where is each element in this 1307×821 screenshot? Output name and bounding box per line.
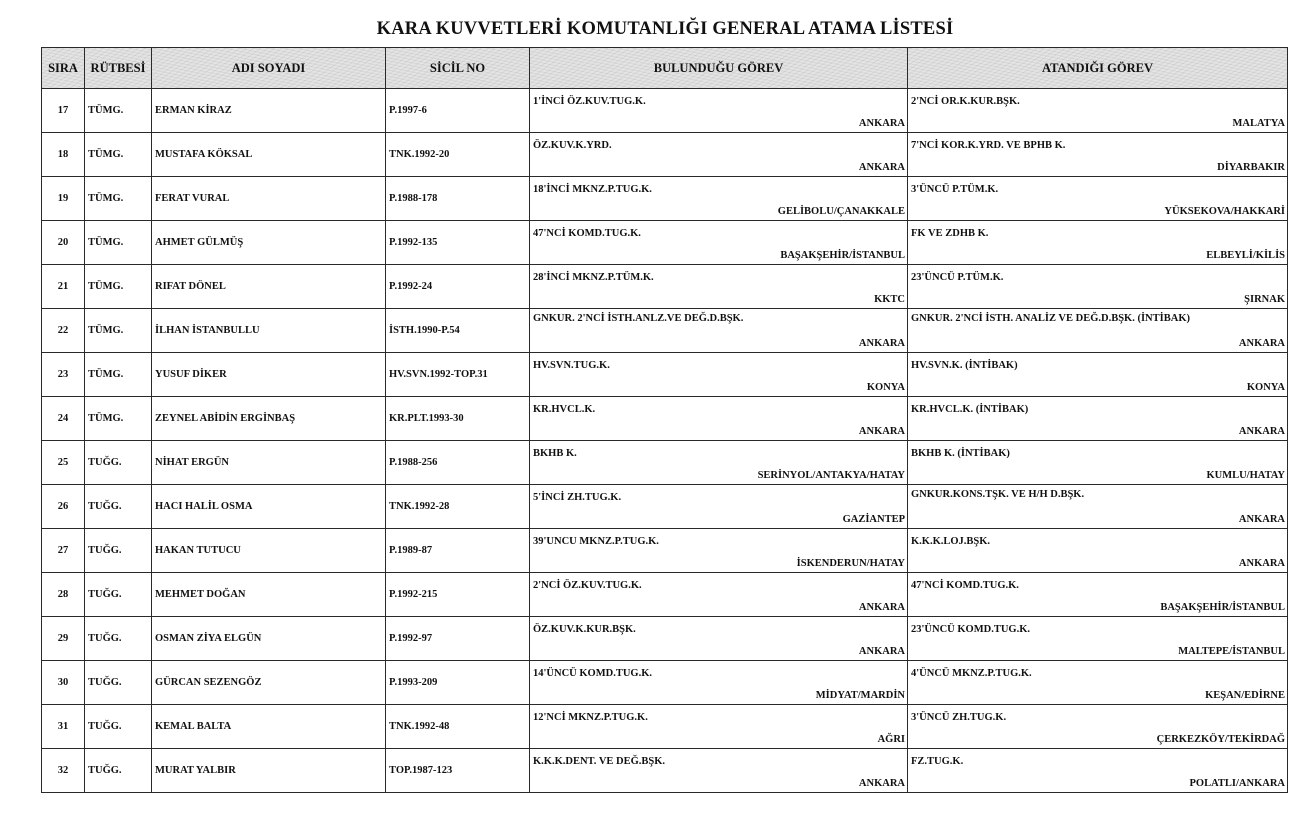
cell-ad-soyad: AHMET GÜLMÜŞ [152,221,386,265]
atandigi-unit: 3'ÜNCÜ P.TÜM.K. [911,184,999,195]
table-row [42,89,1288,133]
cell-sira: 30 [42,661,85,705]
cell-ad-soyad: HAKAN TUTUCU [152,529,386,573]
cell-sicil-no: TNK.1992-20 [386,133,530,177]
bulundugu-location: ANKARA [858,338,905,349]
atandigi-unit: BKHB K. (İNTİBAK) [911,448,1010,459]
atandigi-location: MALTEPE/İSTANBUL [1178,646,1285,657]
cell-sira: 19 [42,177,85,221]
atandigi-unit: K.K.K.LOJ.BŞK. [911,536,991,547]
cell-bulundugu-gorev [530,397,908,441]
bulundugu-location: GAZİANTEP [842,514,905,525]
cell-atandigi-gorev [908,221,1288,265]
cell-sicil-no: TOP.1987-123 [386,749,530,793]
cell-atandigi-gorev [908,573,1288,617]
bulundugu-unit: GNKUR. 2'NCİ İSTH.ANLZ.VE DEĞ.D.BŞK. [533,313,744,324]
cell-atandigi-gorev [908,749,1288,793]
cell-sicil-no: TNK.1992-48 [386,705,530,749]
atandigi-unit: GNKUR.KONS.TŞK. VE H/H D.BŞK. [911,489,1085,500]
cell-ad-soyad: HACI HALİL OSMA [152,485,386,529]
bulundugu-location: ANKARA [858,162,905,173]
cell-bulundugu-gorev [530,265,908,309]
table-row [42,309,1288,353]
atandigi-location: YÜKSEKOVA/HAKKARİ [1164,206,1285,217]
bulundugu-unit: HV.SVN.TUG.K. [533,360,610,371]
cell-rutbe: TUĞG. [85,749,152,793]
cell-atandigi-gorev [908,661,1288,705]
bulundugu-location: AĞRI [877,734,905,745]
cell-ad-soyad: KEMAL BALTA [152,705,386,749]
table-row [42,353,1288,397]
cell-atandigi-gorev [908,133,1288,177]
table-header [42,48,1288,89]
cell-sicil-no: P.1988-178 [386,177,530,221]
bulundugu-location: MİDYAT/MARDİN [815,690,905,701]
atandigi-location: ANKARA [1238,558,1285,569]
cell-atandigi-gorev [908,485,1288,529]
table-row [42,177,1288,221]
cell-atandigi-gorev [908,177,1288,221]
bulundugu-unit: 47'NCİ KOMD.TUG.K. [533,228,641,239]
cell-sicil-no: P.1993-209 [386,661,530,705]
cell-atandigi-gorev [908,265,1288,309]
header-rutbe: RÜTBESİ [85,48,152,89]
atandigi-unit: FZ.TUG.K. [911,756,964,767]
bulundugu-location: KKTC [874,294,905,305]
cell-bulundugu-gorev [530,221,908,265]
cell-bulundugu-gorev [530,353,908,397]
atandigi-location: ÇERKEZKÖY/TEKİRDAĞ [1156,734,1285,745]
cell-rutbe: TUĞG. [85,705,152,749]
cell-bulundugu-gorev [530,485,908,529]
cell-bulundugu-gorev [530,705,908,749]
atandigi-location: DİYARBAKIR [1217,162,1285,173]
cell-sira: 29 [42,617,85,661]
cell-sira: 26 [42,485,85,529]
atandigi-unit: 7'NCİ KOR.K.YRD. VE BPHB K. [911,140,1066,151]
table-row [42,265,1288,309]
cell-atandigi-gorev [908,529,1288,573]
table-row [42,221,1288,265]
cell-atandigi-gorev [908,441,1288,485]
cell-bulundugu-gorev [530,573,908,617]
cell-bulundugu-gorev [530,441,908,485]
atandigi-location: ELBEYLİ/KİLİS [1206,250,1285,261]
cell-ad-soyad: ERMAN KİRAZ [152,89,386,133]
cell-ad-soyad: MUSTAFA KÖKSAL [152,133,386,177]
cell-bulundugu-gorev [530,89,908,133]
cell-atandigi-gorev [908,309,1288,353]
table-row [42,573,1288,617]
atandigi-location: KUMLU/HATAY [1206,470,1285,481]
bulundugu-unit: 1'İNCİ ÖZ.KUV.TUG.K. [533,96,646,107]
cell-sicil-no: P.1989-87 [386,529,530,573]
cell-rutbe: TÜMG. [85,265,152,309]
cell-rutbe: TÜMG. [85,309,152,353]
cell-ad-soyad: İLHAN İSTANBULLU [152,309,386,353]
cell-sicil-no: KR.PLT.1993-30 [386,397,530,441]
cell-sicil-no: P.1997-6 [386,89,530,133]
cell-sira: 31 [42,705,85,749]
cell-sira: 17 [42,89,85,133]
atandigi-location: MALATYA [1232,118,1285,129]
cell-sira: 20 [42,221,85,265]
cell-atandigi-gorev [908,617,1288,661]
header-bulundugu-gorev: BULUNDUĞU GÖREV [530,48,908,89]
cell-sira: 21 [42,265,85,309]
cell-sira: 23 [42,353,85,397]
bulundugu-unit: KR.HVCL.K. [533,404,596,415]
bulundugu-unit: ÖZ.KUV.K.YRD. [533,140,612,151]
cell-rutbe: TÜMG. [85,221,152,265]
cell-sira: 25 [42,441,85,485]
bulundugu-location: ANKARA [858,426,905,437]
atandigi-location: KONYA [1246,382,1285,393]
cell-sira: 28 [42,573,85,617]
bulundugu-unit: 39'UNCU MKNZ.P.TUG.K. [533,536,659,547]
cell-sicil-no: P.1992-24 [386,265,530,309]
bulundugu-unit: 2'NCİ ÖZ.KUV.TUG.K. [533,580,642,591]
cell-rutbe: TÜMG. [85,89,152,133]
bulundugu-unit: BKHB K. [533,448,577,459]
cell-bulundugu-gorev [530,309,908,353]
bulundugu-location: SERİNYOL/ANTAKYA/HATAY [757,470,905,481]
bulundugu-location: İSKENDERUN/HATAY [796,558,905,569]
table-row [42,705,1288,749]
atandigi-location: ANKARA [1238,426,1285,437]
cell-rutbe: TUĞG. [85,529,152,573]
cell-rutbe: TÜMG. [85,397,152,441]
atandigi-unit: 2'NCİ OR.K.KUR.BŞK. [911,96,1020,107]
cell-bulundugu-gorev [530,749,908,793]
bulundugu-unit: 12'NCİ MKNZ.P.TUG.K. [533,712,648,723]
atandigi-location: ŞIRNAK [1244,294,1285,305]
bulundugu-location: ANKARA [858,646,905,657]
bulundugu-location: ANKARA [858,602,905,613]
header-atandigi-gorev: ATANDIĞI GÖREV [908,48,1288,89]
table-row [42,133,1288,177]
cell-ad-soyad: MURAT YALBIR [152,749,386,793]
bulundugu-unit: 5'İNCİ ZH.TUG.K. [533,492,622,503]
bulundugu-unit: 18'İNCİ MKNZ.P.TUG.K. [533,184,652,195]
cell-ad-soyad: ZEYNEL ABİDİN ERGİNBAŞ [152,397,386,441]
header-sicil-no: SİCİL NO [386,48,530,89]
bulundugu-unit: K.K.K.DENT. VE DEĞ.BŞK. [533,756,666,767]
cell-sicil-no: P.1992-215 [386,573,530,617]
atandigi-unit: GNKUR. 2'NCİ İSTH. ANALİZ VE DEĞ.D.BŞK. (İNTİBAK) [911,313,1190,324]
atandigi-location: POLATLI/ANKARA [1189,778,1285,789]
cell-rutbe: TUĞG. [85,573,152,617]
table-body [42,89,1288,793]
cell-atandigi-gorev [908,89,1288,133]
atandigi-location: ANKARA [1238,338,1285,349]
cell-rutbe: TÜMG. [85,133,152,177]
cell-bulundugu-gorev [530,177,908,221]
bulundugu-unit: 14'ÜNCÜ KOMD.TUG.K. [533,668,652,679]
atandigi-unit: 4'ÜNCÜ MKNZ.P.TUG.K. [911,668,1032,679]
cell-sicil-no: P.1988-256 [386,441,530,485]
header-sira: SIRA [42,48,85,89]
cell-ad-soyad: NİHAT ERGÜN [152,441,386,485]
table-row [42,529,1288,573]
atandigi-unit: 3'ÜNCÜ ZH.TUG.K. [911,712,1007,723]
atandigi-unit: 23'ÜNCÜ P.TÜM.K. [911,272,1004,283]
atandigi-unit: FK VE ZDHB K. [911,228,989,239]
table-row [42,617,1288,661]
atandigi-location: KEŞAN/EDİRNE [1205,690,1285,701]
cell-rutbe: TUĞG. [85,441,152,485]
cell-ad-soyad: RIFAT DÖNEL [152,265,386,309]
table-row [42,441,1288,485]
atandigi-unit: KR.HVCL.K. (İNTİBAK) [911,404,1029,415]
cell-sicil-no: İSTH.1990-P.54 [386,309,530,353]
cell-sicil-no: P.1992-97 [386,617,530,661]
cell-atandigi-gorev [908,705,1288,749]
atandigi-unit: 47'NCİ KOMD.TUG.K. [911,580,1019,591]
cell-rutbe: TUĞG. [85,485,152,529]
cell-bulundugu-gorev [530,661,908,705]
assignment-table [41,47,1288,793]
cell-sicil-no: P.1992-135 [386,221,530,265]
cell-sira: 22 [42,309,85,353]
table-row [42,397,1288,441]
table-row [42,749,1288,793]
bulundugu-location: ANKARA [858,118,905,129]
atandigi-location: BAŞAKŞEHİR/İSTANBUL [1160,602,1285,613]
bulundugu-unit: 28'İNCİ MKNZ.P.TÜM.K. [533,272,654,283]
cell-sira: 27 [42,529,85,573]
cell-rutbe: TUĞG. [85,661,152,705]
bulundugu-location: ANKARA [858,778,905,789]
cell-ad-soyad: GÜRCAN SEZENGÖZ [152,661,386,705]
bulundugu-location: BAŞAKŞEHİR/İSTANBUL [780,250,905,261]
cell-sira: 18 [42,133,85,177]
atandigi-unit: 23'ÜNCÜ KOMD.TUG.K. [911,624,1030,635]
cell-ad-soyad: OSMAN ZİYA ELGÜN [152,617,386,661]
cell-ad-soyad: FERAT VURAL [152,177,386,221]
cell-sira: 32 [42,749,85,793]
cell-atandigi-gorev [908,397,1288,441]
cell-bulundugu-gorev [530,617,908,661]
table-row [42,485,1288,529]
cell-rutbe: TUĞG. [85,617,152,661]
cell-bulundugu-gorev [530,529,908,573]
cell-rutbe: TÜMG. [85,177,152,221]
cell-sira: 24 [42,397,85,441]
cell-rutbe: TÜMG. [85,353,152,397]
cell-atandigi-gorev [908,353,1288,397]
cell-ad-soyad: MEHMET DOĞAN [152,573,386,617]
header-ad-soyad: ADI SOYADI [152,48,386,89]
bulundugu-location: GELİBOLU/ÇANAKKALE [777,206,905,217]
cell-sicil-no: HV.SVN.1992-TOP.31 [386,353,530,397]
table-row [42,661,1288,705]
atandigi-location: ANKARA [1238,514,1285,525]
cell-bulundugu-gorev [530,133,908,177]
cell-ad-soyad: YUSUF DİKER [152,353,386,397]
cell-sicil-no: TNK.1992-28 [386,485,530,529]
bulundugu-location: KONYA [866,382,905,393]
bulundugu-unit: ÖZ.KUV.K.KUR.BŞK. [533,624,636,635]
document-title: KARA KUVVETLERİ KOMUTANLIĞI GENERAL ATAMA LİSTESİ [376,19,954,39]
atandigi-unit: HV.SVN.K. (İNTİBAK) [911,360,1018,371]
